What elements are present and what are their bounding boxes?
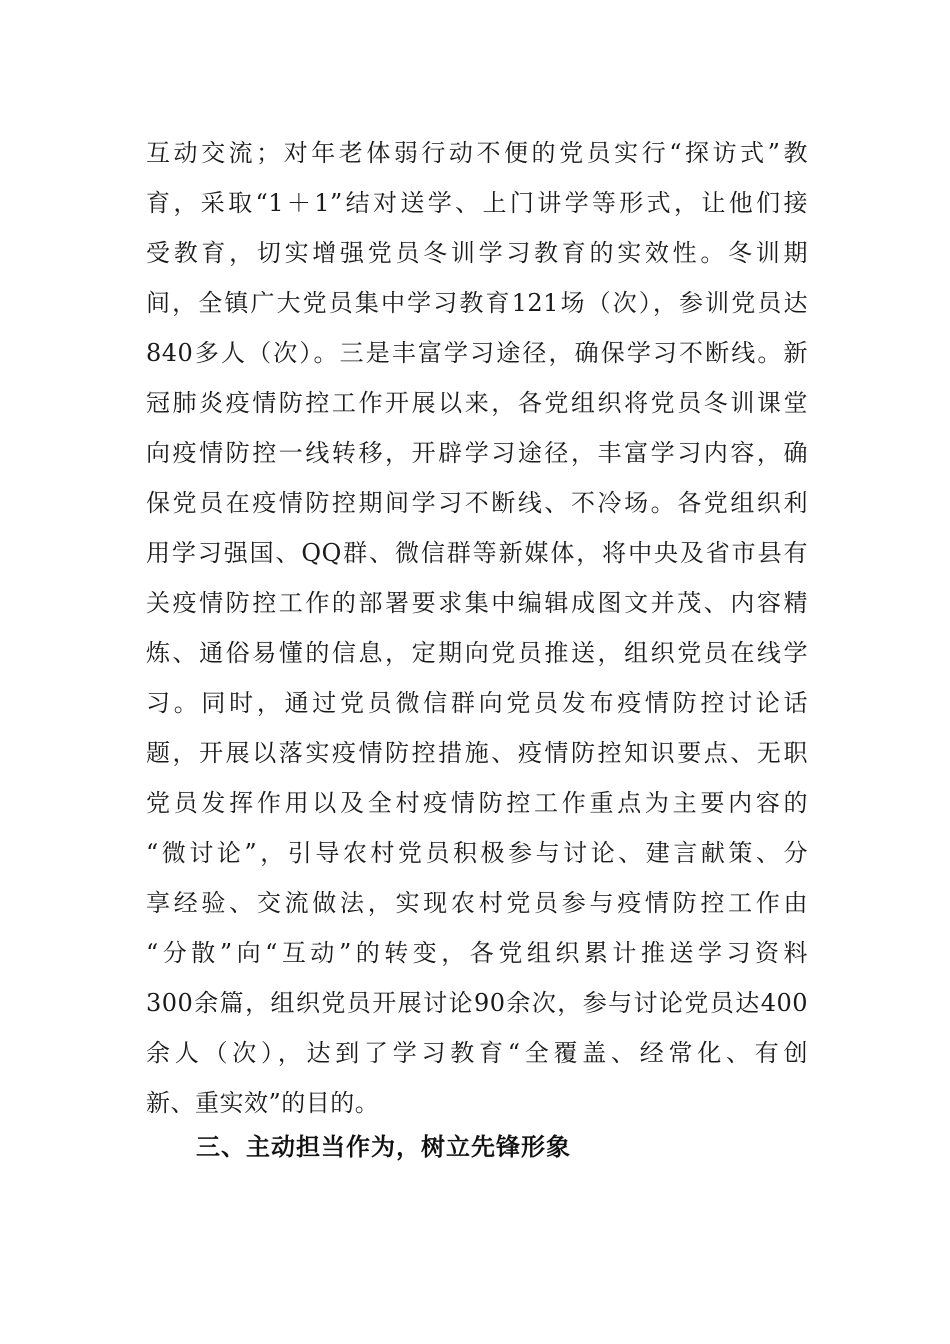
text-line-5: 840多人（次）。三是丰富学习途径，确保学习不断线。新: [146, 339, 808, 367]
text-line-3: 受教育，切实增强党员冬训学习教育的实效性。冬训期: [146, 239, 808, 267]
text-line-4: 间，全镇广大党员集中学习教育121场（次），参训党员达: [146, 289, 808, 317]
text-line-18: 300余篇，组织党员开展讨论90余次，参与讨论党员达400: [146, 989, 808, 1017]
text-line-16: 享经验、交流做法，实现农村党员参与疫情防控工作由: [146, 889, 808, 917]
text-line-20: 新、重实效”的目的。: [146, 1089, 380, 1117]
text-line-9: 用学习强国、QQ群、微信群等新媒体，将中央及省市县有: [146, 539, 808, 567]
text-line-6: 冠肺炎疫情防控工作开展以来，各党组织将党员冬训课堂: [146, 389, 808, 417]
section-heading: 三、主动担当作为，树立先锋形象: [196, 1133, 571, 1161]
text-line-15: “微讨论”，引导农村党员积极参与讨论、建言献策、分: [146, 839, 808, 867]
text-line-19: 余人（次），达到了学习教育“全覆盖、经常化、有创: [146, 1039, 808, 1067]
body-paragraph: [146, 128, 808, 1128]
text-line-10: 关疫情防控工作的部署要求集中编辑成图文并茂、内容精: [146, 589, 808, 617]
text-line-1: 互动交流；对年老体弱行动不便的党员实行“探访式”教: [146, 139, 808, 167]
text-line-17: “分散”向“互动”的转变，各党组织累计推送学习资料: [146, 939, 808, 967]
text-line-8: 保党员在疫情防控期间学习不断线、不冷场。各党组织利: [146, 489, 808, 517]
text-line-7: 向疫情防控一线转移，开辟学习途径，丰富学习内容，确: [146, 439, 808, 467]
text-line-12: 习。同时，通过党员微信群向党员发布疫情防控讨论话: [146, 689, 808, 717]
text-line-11: 炼、通俗易懂的信息，定期向党员推送，组织党员在线学: [146, 639, 808, 667]
text-line-2: 育，采取“1＋1”结对送学、上门讲学等形式，让他们接: [146, 189, 808, 217]
text-line-14: 党员发挥作用以及全村疫情防控工作重点为主要内容的: [146, 789, 808, 817]
text-line-13: 题，开展以落实疫情防控措施、疫情防控知识要点、无职: [146, 739, 808, 767]
